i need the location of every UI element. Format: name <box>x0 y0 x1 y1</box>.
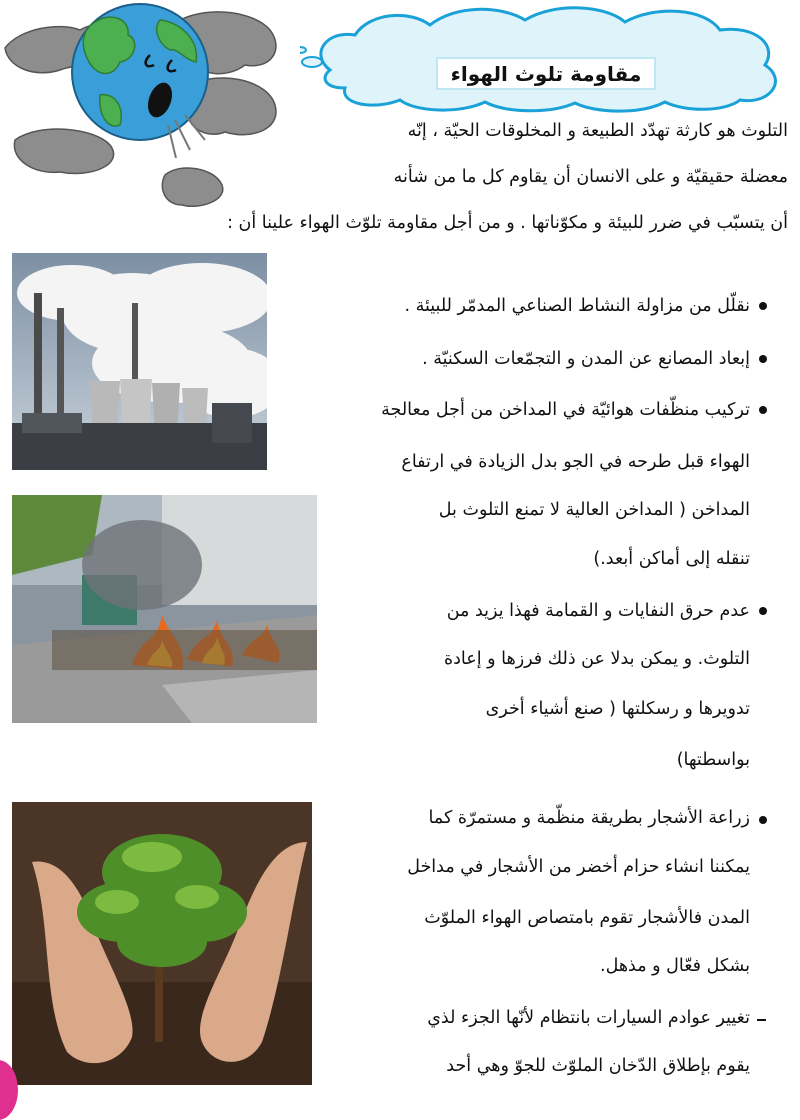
bullet-line: تغيير عوادم السيارات بانتظام لأنّها الجزء لذي <box>427 1008 750 1028</box>
tree-planting-photo <box>12 802 312 1085</box>
bullet-marker <box>759 607 767 615</box>
factory-smoke-photo <box>12 253 267 470</box>
bullet-marker <box>759 355 767 363</box>
bullet-line: تنقله إلى أماكن أبعد.) <box>593 549 750 569</box>
bullet-marker <box>759 406 767 414</box>
bullet-line: يقوم بإطلاق الدّخان الملوّث للجوّ وهي أحد <box>446 1056 750 1076</box>
bullet-line: الهواء قبل طرحه في الجو بدل الزيادة في ارتفاع <box>401 452 750 472</box>
intro-line: معضلة حقيقيّة و على الانسان أن يقاوم كل ما من شأنه <box>393 167 788 187</box>
bullet-line: يمكننا انشاء حزام أخضر من الأشجار في مداخل <box>407 857 750 877</box>
bullet-line: عدم حرق النفايات و القمامة فهذا يزيد من <box>446 601 750 621</box>
intro-line: أن يتسبّب في ضرر للبيئة و مكوّناتها . و من أجل مقاومة تلوّث الهواء علينا أن : <box>227 213 788 233</box>
bullet-line: تركيب منظّفات هوائيّة في المداخن من أجل معالجة <box>381 400 750 420</box>
bullet-marker <box>759 302 767 310</box>
bullet-line: المدن فالأشجار تقوم بامتصاص الهواء الملوّث <box>424 908 750 928</box>
bullet-line: نقلّل من مزاولة النشاط الصناعي المدمّر للبيئة . <box>404 296 750 316</box>
burning-garbage-photo <box>12 495 317 723</box>
bullet-line: بواسطتها) <box>676 750 750 770</box>
bullet-marker <box>759 816 767 824</box>
smoke-cloud <box>162 168 223 206</box>
intro-line: التلوث هو كارثة تهدّد الطبيعة و المخلوقات الحيّة ، إنّه <box>407 121 788 141</box>
page-title: مقاومة تلوث الهواء <box>436 57 656 90</box>
bullet-line: بشكل فعّال و مذهل. <box>600 956 750 976</box>
bullet-line: زراعة الأشجار بطريقة منظّمة و مستمرّة كما <box>428 808 750 828</box>
dash-marker <box>757 1019 766 1021</box>
bullet-line: إبعاد المصانع عن المدن و التجمّعات السكنيّة . <box>422 349 750 369</box>
smoke-cloud <box>14 129 113 173</box>
bullet-line: تدويرها و رسكلتها ( صنع أشياء أخرى <box>485 699 750 719</box>
bullet-line: التلوث. و يمكن بدلا عن ذلك فرزها و إعادة <box>443 649 750 669</box>
bullet-line: المداخن ( المداخن العالية لا تمنع التلوث بل <box>438 500 750 520</box>
polluted-earth-illustration <box>0 0 290 215</box>
